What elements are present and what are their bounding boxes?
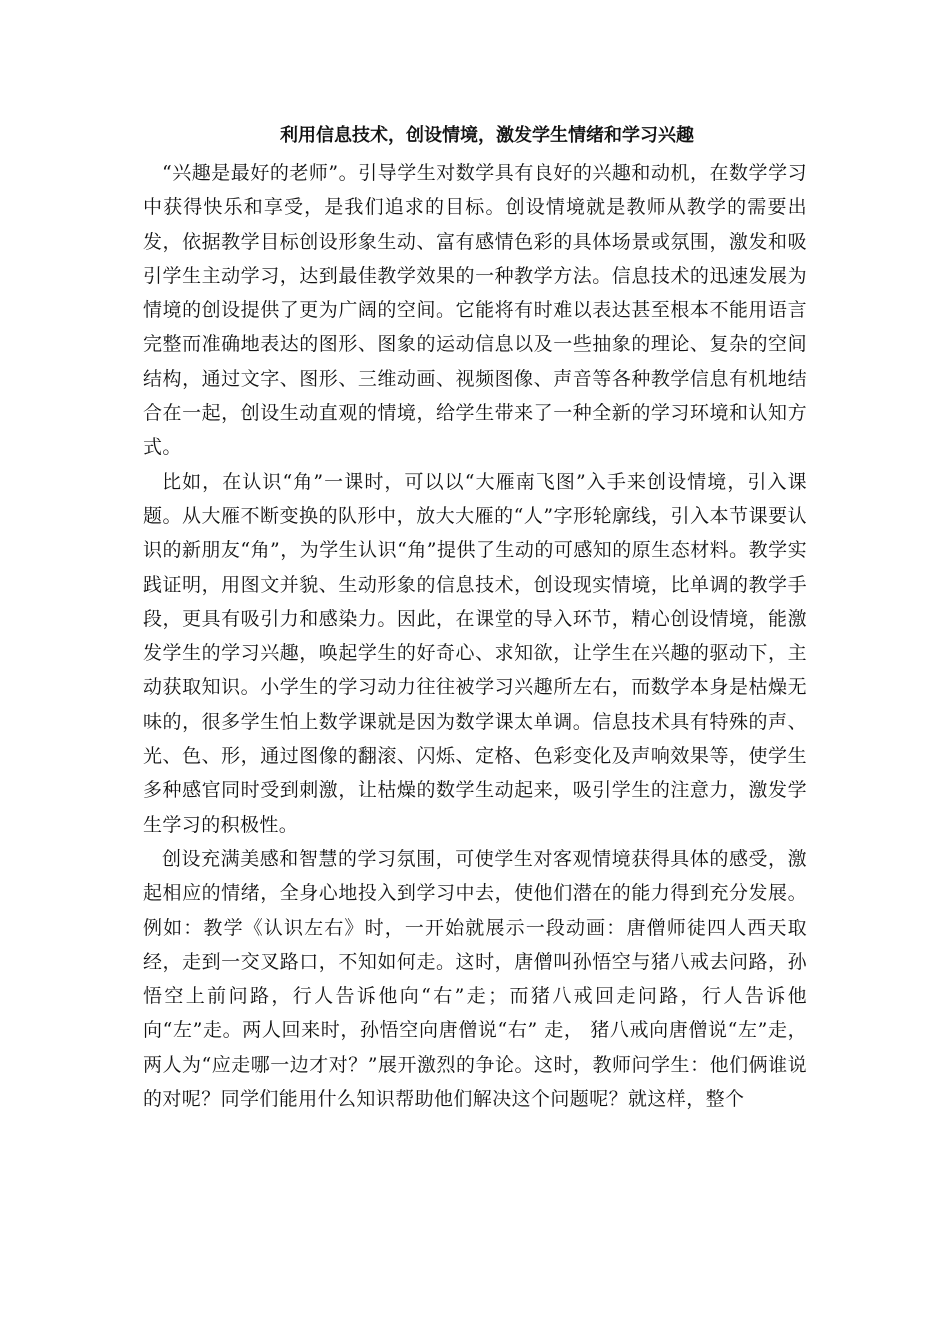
document-body [143,124,807,1116]
paragraph-angle-example: 比如，在认识“角”一课时，可以以“大雁南飞图”入手来创设情境，引入课题。从大雁不断变换的队形中，放大大雁的“人”字形轮廓线，引入本节课要认识的新朋友“角”，为学生认识“角”提供了生动的可感知的原生态材料。教学实践证明，用图文并貌、生动形象的信息技术，创设现实情境，比单调的教学手段，更具有吸引力和感染力。因此，在课堂的导入环节，精心创设情境，能激发学生的学习兴趣，唤起学生的好奇心、求知欲，让学生在兴趣的驱动下，主动获取知识。小学生的学习动力往往被学习兴趣所左右，而数学本身是枯燥无味的，很多学生怕上数学课就是因为数学课太单调。信息技术具有特殊的声、光、色、形，通过图像的翻滚、闪烁、定格、色彩变化及声响效果等，使学生多种感官同时受到刺激，让枯燥的数学生动起来，吸引学生的注意力，激发学生学习的积极性。 [143,470,807,836]
paragraph-interest-intro: “兴趣是最好的老师”。引导学生对数学具有良好的兴趣和动机，在数学学习中获得快乐和享受，是我们追求的目标。创设情境就是教师从教学的需要出发，依据教学目标创设形象生动、富有感情色彩的具体场景或氛围，激发和吸引学生主动学习，达到最佳教学效果的一种教学方法。信息技术的迅速发展为情境的创设提供了更为广阔的空间。它能将有时难以表达甚至根本不能用语言完整而准确地表达的图形、图象的运动信息以及一些抽象的理论、复杂的空间结构，通过文字、图形、三维动画、视频图像、声音等各种教学信息有机地结合在一起，创设生动直观的情境，给学生带来了一种全新的学习环境和认知方式。 [143,162,807,459]
document-title: 利用信息技术，创设情境，激发学生情绪和学习兴趣 [280,125,694,146]
paragraph-left-right-example: 创设充满美感和智慧的学习氛围，可使学生对客观情境获得具体的感受，激起相应的情绪，全身心地投入到学习中去，使他们潜在的能力得到充分发展。例如：教学《认识左右》时，一开始就展示一段动画：唐僧师徒四人西天取经，走到一交叉路口，不知如何走。这时，唐僧叫孙悟空与猪八戒去问路，孙悟空上前问路，行人告诉他向“右”走；而猪八戒回走问路，行人告诉他向“左”走。两人回来时，孙悟空向唐僧说“右” 走， 猪八戒向唐僧说“左”走，两人为“应走哪一边才对？”展开激烈的争论。这时，教师问学生：他们俩谁说的对呢？同学们能用什么知识帮助他们解决这个问题呢？就这样，整个 [143,847,807,1111]
